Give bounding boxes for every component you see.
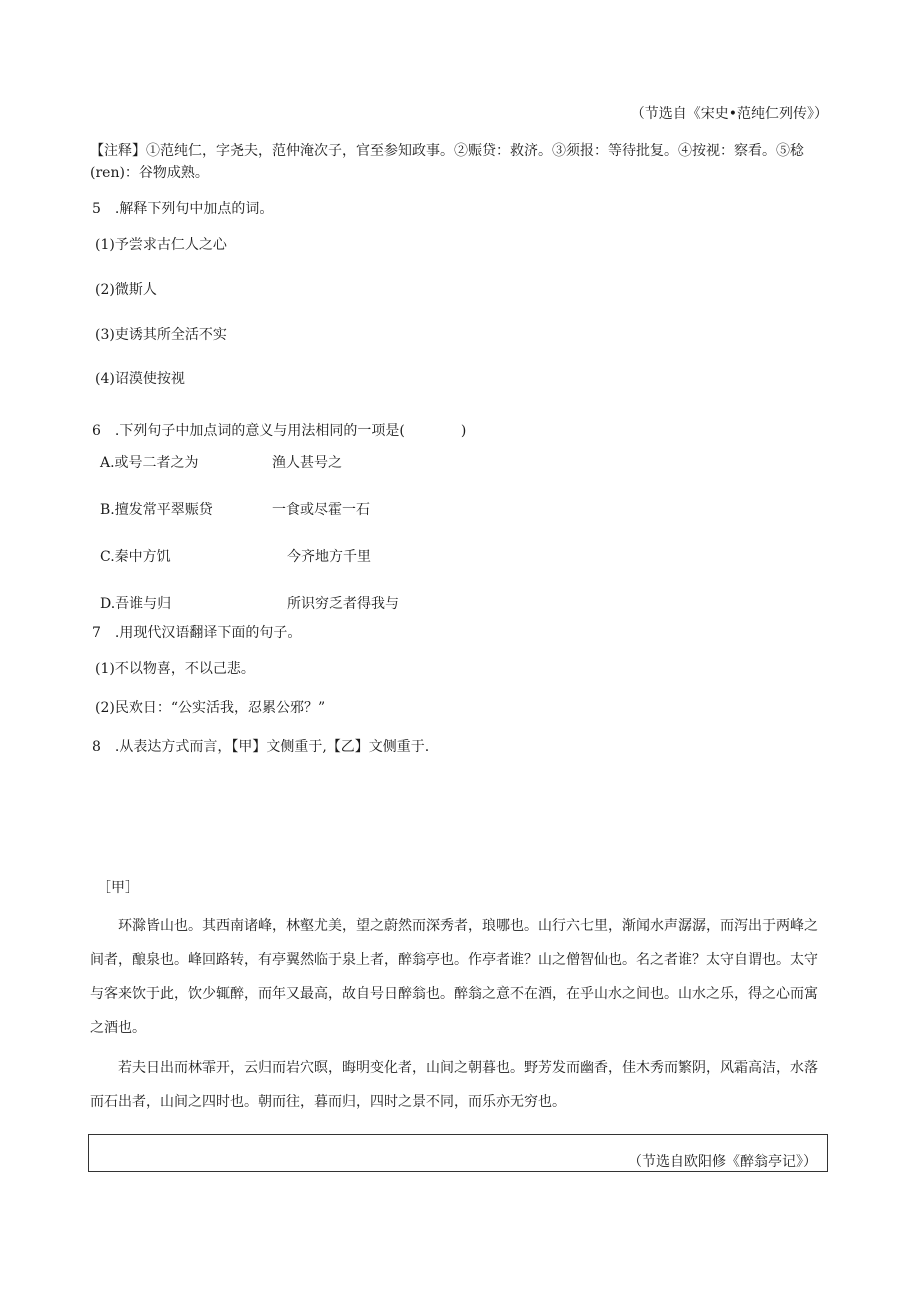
question-6-option-b-left: B.擅发常平翠赈贷 (100, 502, 213, 518)
question-6-stem: 6 .下列句子中加点词的意义与用法相同的一项是( ) (92, 423, 467, 439)
passage-paragraph-2: 若夫日出而林霏开，云归而岩穴暝，晦明变化者，山间之朝暮也。野芳发而幽香，佳木秀而繁阴，风霜高洁，水落而石出者，山间之四时也。朝而往，暮而归，四时之景不同，而乐亦无穷也。 (90, 1060, 818, 1110)
question-5-item-4: (4)诏漠使按视 (95, 371, 185, 387)
question-6-option-d-left: D.吾谁与归 (100, 596, 172, 612)
source-citation-song-history: （节选自《宋史•范纯仁列传》） (630, 106, 828, 122)
question-5-stem: 5 .解释下列句中加点的词。 (92, 201, 274, 217)
question-6-option-d-right: 所识穷乏者得我与 (287, 596, 399, 612)
question-6-option-c-left: C.秦中方饥 (100, 549, 171, 565)
question-6-option-a-left: A.或号二者之为 (100, 455, 199, 471)
question-6-option-c-right: 今齐地方千里 (287, 549, 371, 565)
question-8-stem: 8 .从表达方式而言，【甲】文侧重于,【乙】文侧重于. (92, 739, 430, 755)
question-5-item-2: (2)微斯人 (95, 282, 157, 298)
question-5-item-3: (3)吏诱其所全活不实 (95, 327, 227, 343)
source-box (88, 1134, 828, 1172)
source-citation-zuiwengting: （节选自欧阳修《醉翁亭记》） (628, 1154, 817, 1170)
question-7-item-2: (2)民欢日：“公实活我，忍累公邪？” (95, 700, 326, 716)
annotation-note: 【注释】①范纯仁，字尧夫，范仲淹次子，官至参知政事。②赈贷：救济。③须报：等待批复。④按视：察看。⑤稔(ren)：谷物成熟。 (90, 143, 804, 181)
question-7-stem: 7 .用现代汉语翻译下面的句子。 (92, 625, 302, 641)
question-6-option-a-right: 渔人甚号之 (272, 455, 342, 471)
passage-label-jia: ［甲］ (97, 880, 139, 896)
question-7-item-1: (1)不以物喜，不以己悲。 (95, 661, 255, 677)
question-5-item-1: (1)予尝求古仁人之心 (95, 237, 227, 253)
question-6-option-b-right: 一食或尽霍一石 (272, 502, 370, 518)
passage-paragraph-1: 环滁皆山也。其西南诸峰，林壑尤美，望之蔚然而深秀者，琅哪也。山行六七里，渐闻水声潺潺，而泻出于两峰之间者，酿泉也。峰回路转，有亭翼然临于泉上者，醉翁亭也。作亭者谁？山之僧智仙也。名之者谁？太守自谓也。太守与客来饮于此，饮少辄醉，而年又最高，故自号日醉翁也。醉翁之意不在酒，在乎山水之间也。山水之乐，得之心而寓之酒也。 (90, 918, 818, 1036)
